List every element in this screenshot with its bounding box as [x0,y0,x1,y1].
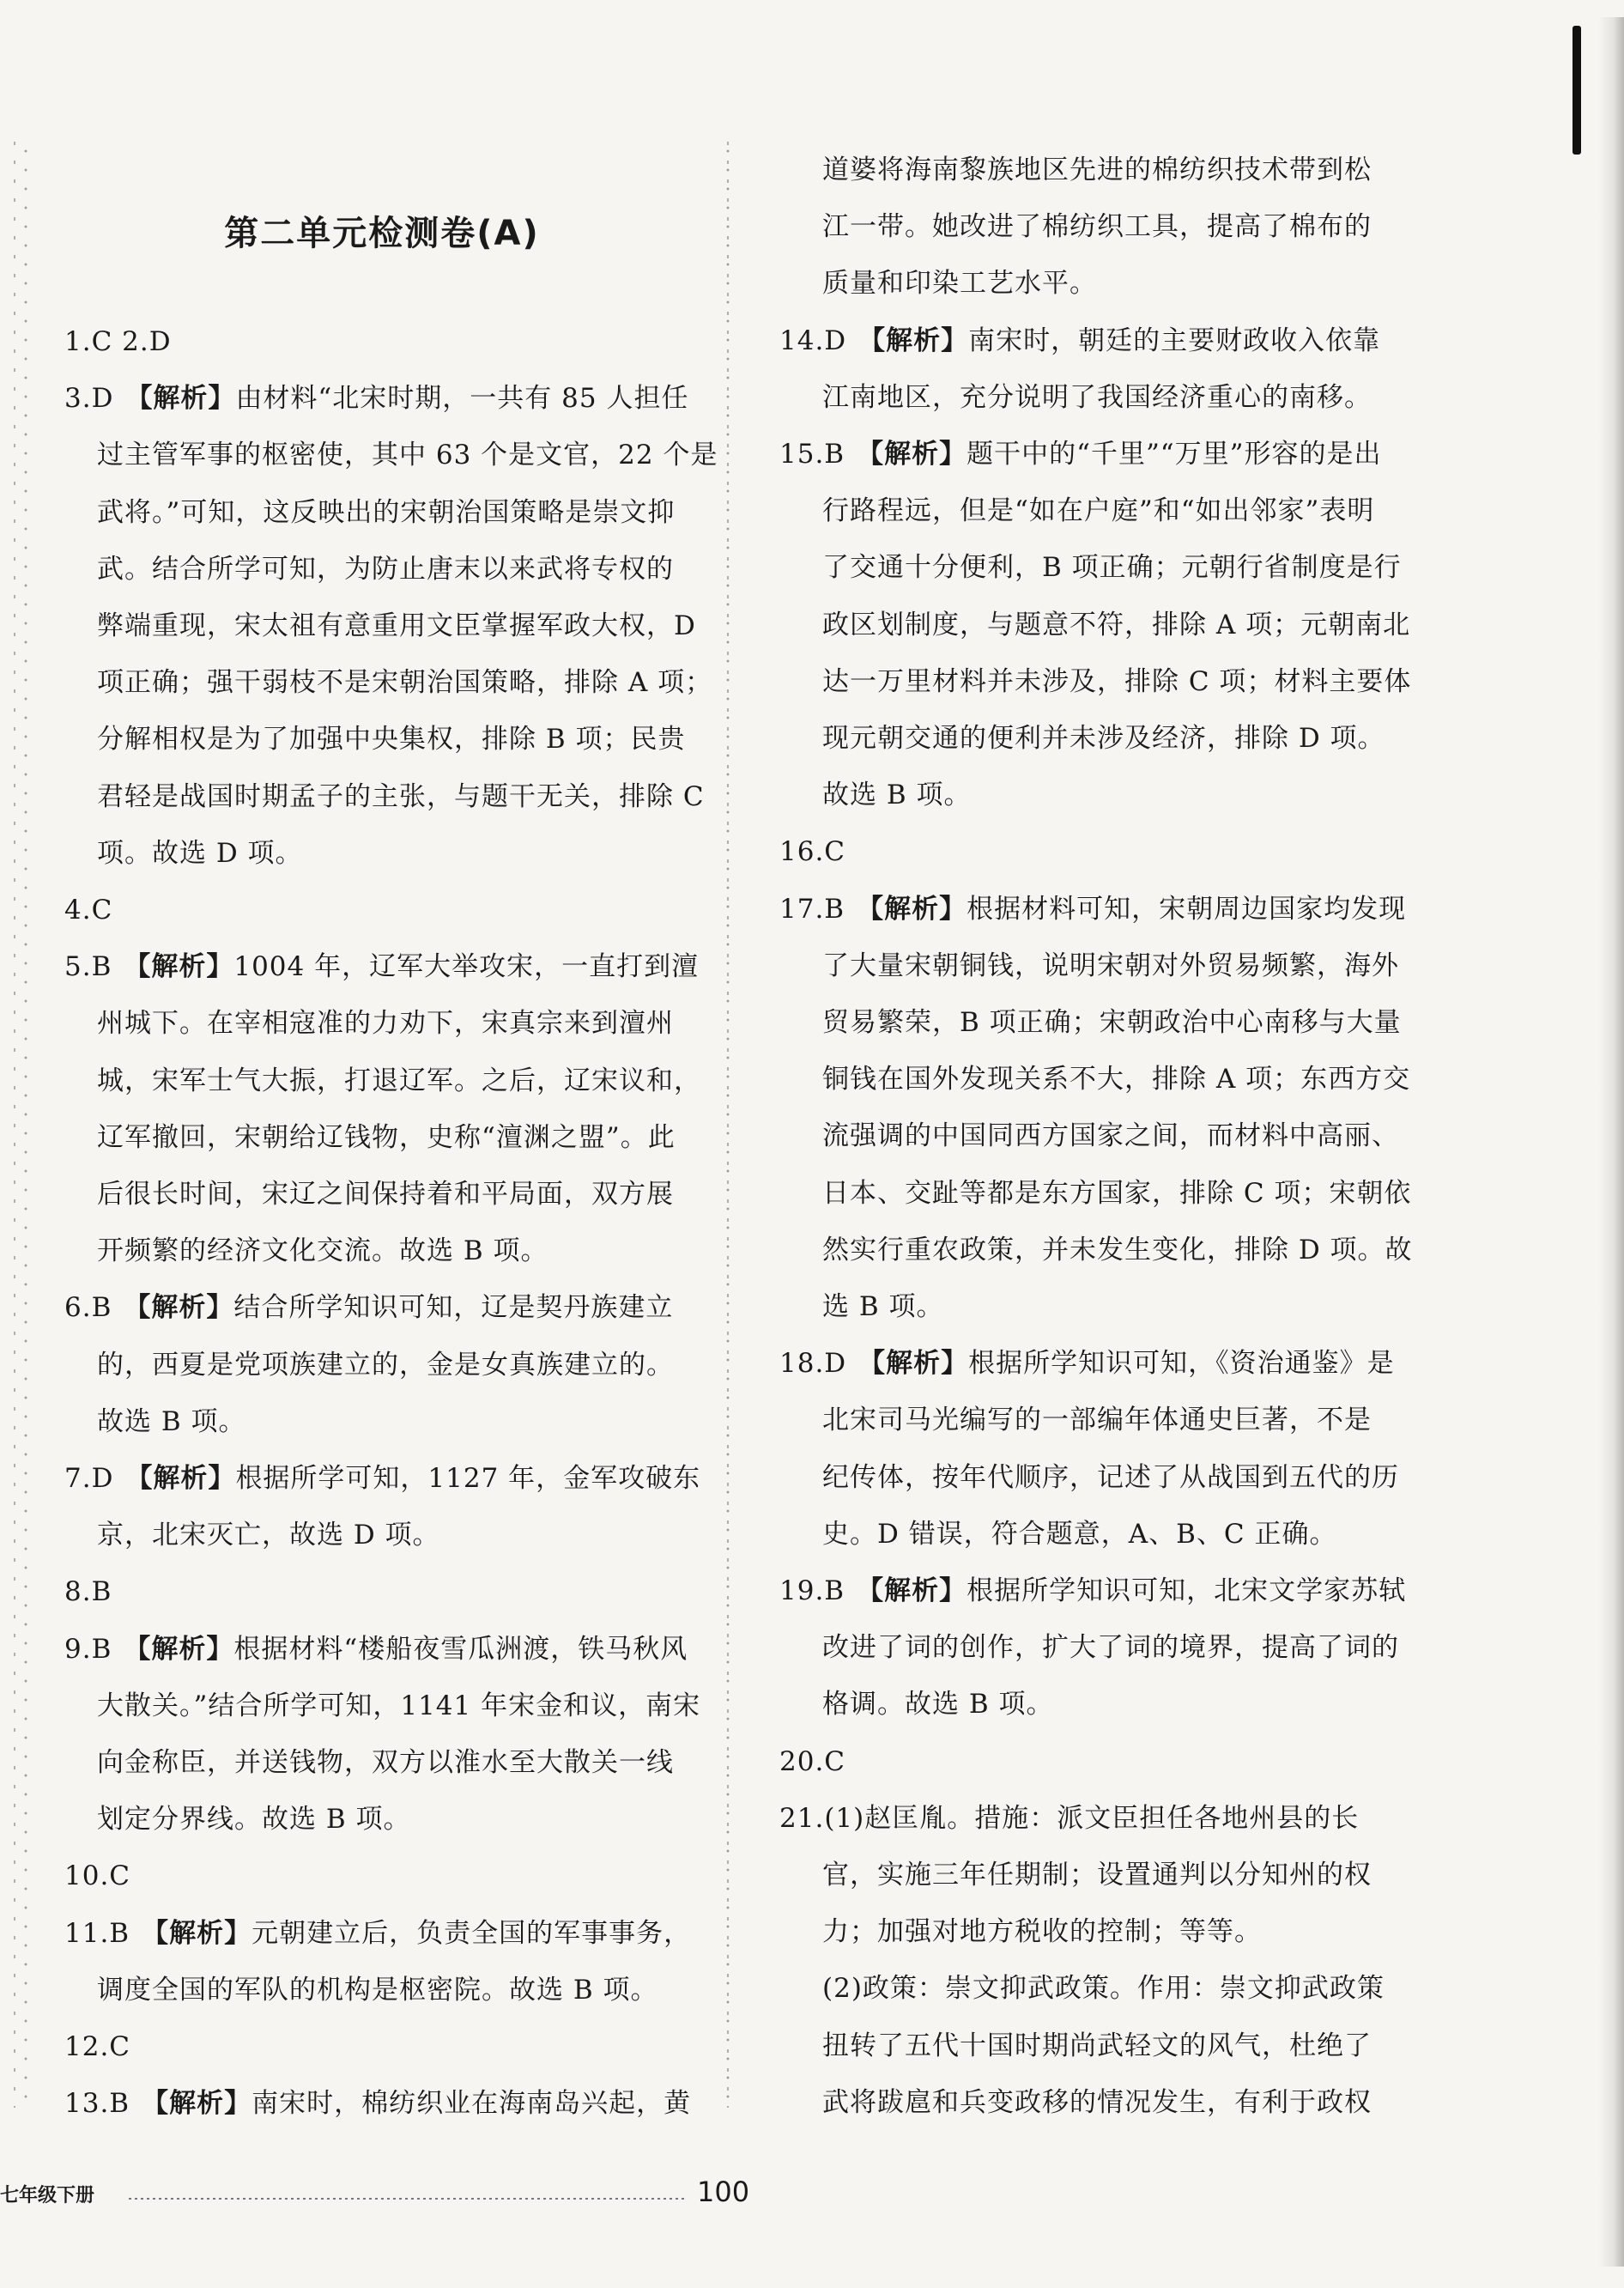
answer-text: 江一带。她改进了棉纺织工具，提高了棉布的 [822,211,1372,243]
answer-line [64,1848,130,1904]
answer-text: 了交通十分便利，B 项正确；元朝行省制度是行 [822,552,1402,584]
answer-line [822,1278,944,1335]
answer-text: 武将。”可知，这反映出的宋朝治国策略是崇文抑 [97,496,676,528]
answer-text: 开频繁的经济文化交流。故选 B 项。 [97,1235,548,1267]
answer-text: 行路程远，但是“如在户庭”和“如出邻家”表明 [822,495,1375,527]
answer-text: 贸易繁荣，B 项正确；宋朝政治中心南移与大量 [822,1007,1402,1038]
column-divider-line [727,142,729,2108]
answer-line [822,539,1402,596]
answer-line [97,995,674,1052]
grade-label: 七年级下册 [0,2185,95,2206]
binding-guide-line [14,142,15,2108]
answer-text: 君轻是战国时期孟子的主张，与题干无关，排除 C [97,780,705,812]
answer-text: 分解相权是为了加强中央集权，排除 B 项；民贵 [97,724,686,756]
answer-text: 调度全国的军队的机构是枢密院。故选 B 项。 [97,1974,658,2006]
answer-line [822,1108,1399,1164]
answer-line [64,1905,691,1962]
answer-line [779,823,845,880]
analysis-tag: 【解析】 [857,1575,967,1606]
answer-line [779,313,1380,369]
answer-line [822,1676,1054,1733]
answer-line [97,825,303,882]
answer-line [822,1449,1399,1506]
answer-text: 纪传体，按年代顺序，记述了从战国到五代的历 [822,1461,1399,1493]
answer-text: 史。D 错误，符合题意，A、B、C 正确。 [822,1518,1337,1550]
answer-line [822,1506,1336,1563]
answer-text: 州城下。在宰相寇准的力劝下，宋真宗来到澶州 [97,1008,674,1040]
answer-text: 武。结合所学可知，为防止唐末以来武将专权的 [97,553,674,585]
answer-text: 项正确；强干弱枝不是宋朝治国策略，排除 A 项； [97,667,713,699]
question-number: 12.C [64,2031,131,2062]
question-number: 1.C [64,326,113,357]
question-number: 7.D [64,1463,114,1494]
answer-line [822,1903,1262,1960]
answer-line [822,653,1411,710]
answer-line [97,1962,658,2018]
answer-line [822,767,972,823]
answer-text: 故选 B 项。 [97,1405,246,1437]
answer-text: 题干中的“千里”“万里”形容的是出 [967,439,1382,470]
answer-text: 由材料“北宋时期，一共有 85 人担任 [235,383,689,415]
analysis-tag: 【解析】 [124,1292,234,1324]
answer-line [97,1166,674,1223]
answer-line [97,1109,676,1166]
answer-line [64,1279,673,1336]
answer-line [822,142,1372,198]
question-number: 16.C [779,836,846,868]
question-number: 4.C [64,895,113,926]
answer-line [779,1790,1359,1847]
analysis-tag: 【解析】 [142,2088,252,2120]
question-number: 21. [779,1802,825,1834]
answer-line [64,370,688,427]
answer-text: 南宋时，棉纺织业在海南岛兴起，黄 [251,2088,692,2120]
answer-line [779,426,1382,482]
answer-line [779,881,1406,938]
answer-text: 北宋司马光编写的一部编年体通史巨著，不是 [822,1405,1372,1436]
question-number: 6.B [64,1292,112,1324]
question-number: 15.B [779,439,845,470]
analysis-tag: 【解析】 [857,893,967,925]
answer-line [822,1051,1410,1108]
analysis-tag: 【解析】 [125,1463,236,1494]
answer-line [822,597,1410,653]
question-number: 8.B [64,1576,112,1608]
answer-text: 官，实施三年任期制；设置通判以分知州的权 [822,1860,1372,1890]
analysis-tag: 【解析】 [142,1917,252,1949]
answer-line [97,1393,246,1450]
answer-text: 根据材料可知，宋朝周边国家均发现 [967,893,1407,925]
answer-text: 选 B 项。 [822,1291,944,1322]
answer-text: (1)赵匡胤。措施：派文臣担任各地州县的长 [824,1802,1360,1834]
answer-text: 1004 年，辽军大举攻宋，一直打到澶 [233,951,700,983]
question-number: 14.D [779,325,847,356]
binding-guide [3,142,34,2108]
question-number: 11.B [64,1917,130,1949]
answer-text: 改进了词的创作，扩大了词的境界，提高了词的 [822,1632,1399,1664]
answer-line [97,1053,701,1109]
answer-text: 向金称臣，并送钱物，双方以淮水至大散关一线 [97,1747,674,1778]
answer-text: 根据所学可知，1127 年，金军攻破东 [235,1463,701,1494]
answer-line [97,1734,674,1791]
question-number: 18.D [779,1348,847,1380]
question-number: 13.B [64,2088,130,2120]
answer-line [822,1960,1385,2017]
answer-text: 根据材料“楼船夜雪瓜洲渡，铁马秋风 [233,1633,688,1665]
answer-text: 然实行重农政策，并未发生变化，排除 D 项。故 [822,1234,1413,1265]
answer-text: 过主管军事的枢密使，其中 63 个是文官，22 个是 [97,440,718,471]
answer-text: 京，北宋灭亡，故选 D 项。 [97,1520,440,1551]
answer-line [97,654,712,711]
answer-line [822,1222,1413,1278]
answer-text: 道婆将海南黎族地区先进的棉纺织技术带到松 [822,155,1372,185]
answer-line [64,2075,691,2132]
answer-line [64,2018,130,2075]
answer-text: 城，宋军士气大振，打退辽军。之后，辽宋议和， [97,1065,701,1096]
answer-text: 根据所学知识可知，北宋文学家苏轼 [967,1575,1407,1606]
answer-line [822,1619,1399,1676]
answer-line [64,938,699,995]
answer-text: 结合所学知识可知，辽是契丹族建立 [233,1292,674,1324]
page-number: 100 [697,2176,750,2208]
answer-line [779,1733,845,1790]
answer-text: 流强调的中国同西方国家之间，而材料中高丽、 [822,1120,1399,1152]
answer-text: 弊端重现，宋太祖有意重用文臣掌握军政大权，D [97,610,696,641]
answer-line [97,1678,700,1734]
answer-text: 大散关。”结合所学可知，1141 年宋金和议，南宋 [97,1690,701,1721]
answer-text: 2.D [112,326,172,357]
answer-text: 日本、交趾等都是东方国家，排除 C 项；宋朝依 [822,1177,1412,1209]
answer-line [822,255,1097,312]
question-number: 9.B [64,1633,112,1665]
answer-line [97,711,686,768]
answer-text: (2)政策：崇文抑武政策。作用：崇文抑武政策 [822,1973,1385,2005]
answer-text: 政区划制度，与题意不符，排除 A 项；元朝南北 [822,609,1411,640]
question-number: 10.C [64,1860,131,1892]
answer-line [97,1507,440,1563]
answer-line [822,710,1385,767]
answer-text: 了大量宋朝铜钱，说明宋朝对外贸易频繁，海外 [822,950,1399,981]
answer-text: 现元朝交通的便利并未涉及经济，排除 D 项。 [822,723,1385,754]
question-number: 20.C [779,1745,846,1777]
answer-line [779,1335,1395,1392]
answer-line [822,198,1372,255]
answer-line [822,2074,1372,2131]
page-footer [0,2176,1624,2224]
question-number: 3.D [64,383,114,415]
answer-line [97,1337,674,1393]
analysis-tag: 【解析】 [124,1633,234,1665]
answer-line [97,427,718,483]
answer-line [64,882,112,938]
answer-line [97,768,705,825]
page-title: 第二单元检测卷(A) [224,214,540,253]
answer-text: 扭转了五代十国时期尚武轻文的风气，杜绝了 [822,2030,1372,2061]
question-number: 17.B [779,893,845,925]
answer-text: 铜钱在国外发现关系不大，排除 A 项；东西方交 [822,1064,1411,1095]
analysis-tag: 【解析】 [125,383,236,415]
scan-edge [1598,17,1624,2267]
question-number: 19.B [779,1575,845,1606]
answer-line [822,482,1374,539]
answer-text: 南宋时，朝廷的主要财政收入依靠 [968,325,1381,356]
answer-text: 达一万里材料并未涉及，排除 C 项；材料主要体 [822,665,1412,697]
answer-text: 力；加强对地方税收的控制；等等。 [822,1916,1262,1948]
answer-text: 划定分界线。故选 B 项。 [97,1804,411,1836]
analysis-tag: 【解析】 [858,1348,969,1380]
answer-text: 格调。故选 B 项。 [822,1689,1054,1721]
scan-mark [1572,26,1581,155]
answer-line [822,369,1372,426]
footer-dotted-line [129,2198,687,2200]
answer-text: 元朝建立后，负责全国的军事事务， [251,1917,692,1949]
answer-line [822,1392,1372,1448]
answer-line [97,598,696,654]
answer-text: 辽军撤回，宋朝给辽钱物，史称“澶渊之盟”。此 [97,1121,676,1153]
answer-text: 项。故选 D 项。 [97,837,303,869]
answer-text: 质量和印染工艺水平。 [822,268,1097,300]
answer-line [97,1223,548,1279]
answer-line [822,938,1399,994]
answer-line [64,313,172,370]
answer-text: 江南地区，充分说明了我国经济重心的南移。 [822,381,1372,413]
analysis-tag: 【解析】 [857,439,967,470]
answer-line [97,541,674,598]
answer-line [822,994,1402,1051]
answer-line [822,1847,1372,1903]
answer-text: 的，西夏是党项族建立的，金是女真族建立的。 [97,1349,674,1381]
answer-line [779,1563,1406,1619]
answer-line [64,1563,112,1620]
answer-text: 武将跋扈和兵变政移的情况发生，有利于政权 [822,2086,1372,2118]
answer-text: 故选 B 项。 [822,780,972,811]
answer-line [97,1791,411,1848]
analysis-tag: 【解析】 [858,325,969,356]
answer-line [822,1165,1411,1222]
answer-text: 后很长时间，宋辽之间保持着和平局面，双方展 [97,1179,674,1210]
answer-line [64,1621,688,1678]
answer-text: 根据所学知识可知，《资治通鉴》是 [968,1348,1395,1380]
answer-line [64,1450,700,1507]
question-number: 5.B [64,951,112,983]
answer-line [822,2018,1372,2074]
answer-line [97,484,675,541]
analysis-tag: 【解析】 [124,951,234,983]
